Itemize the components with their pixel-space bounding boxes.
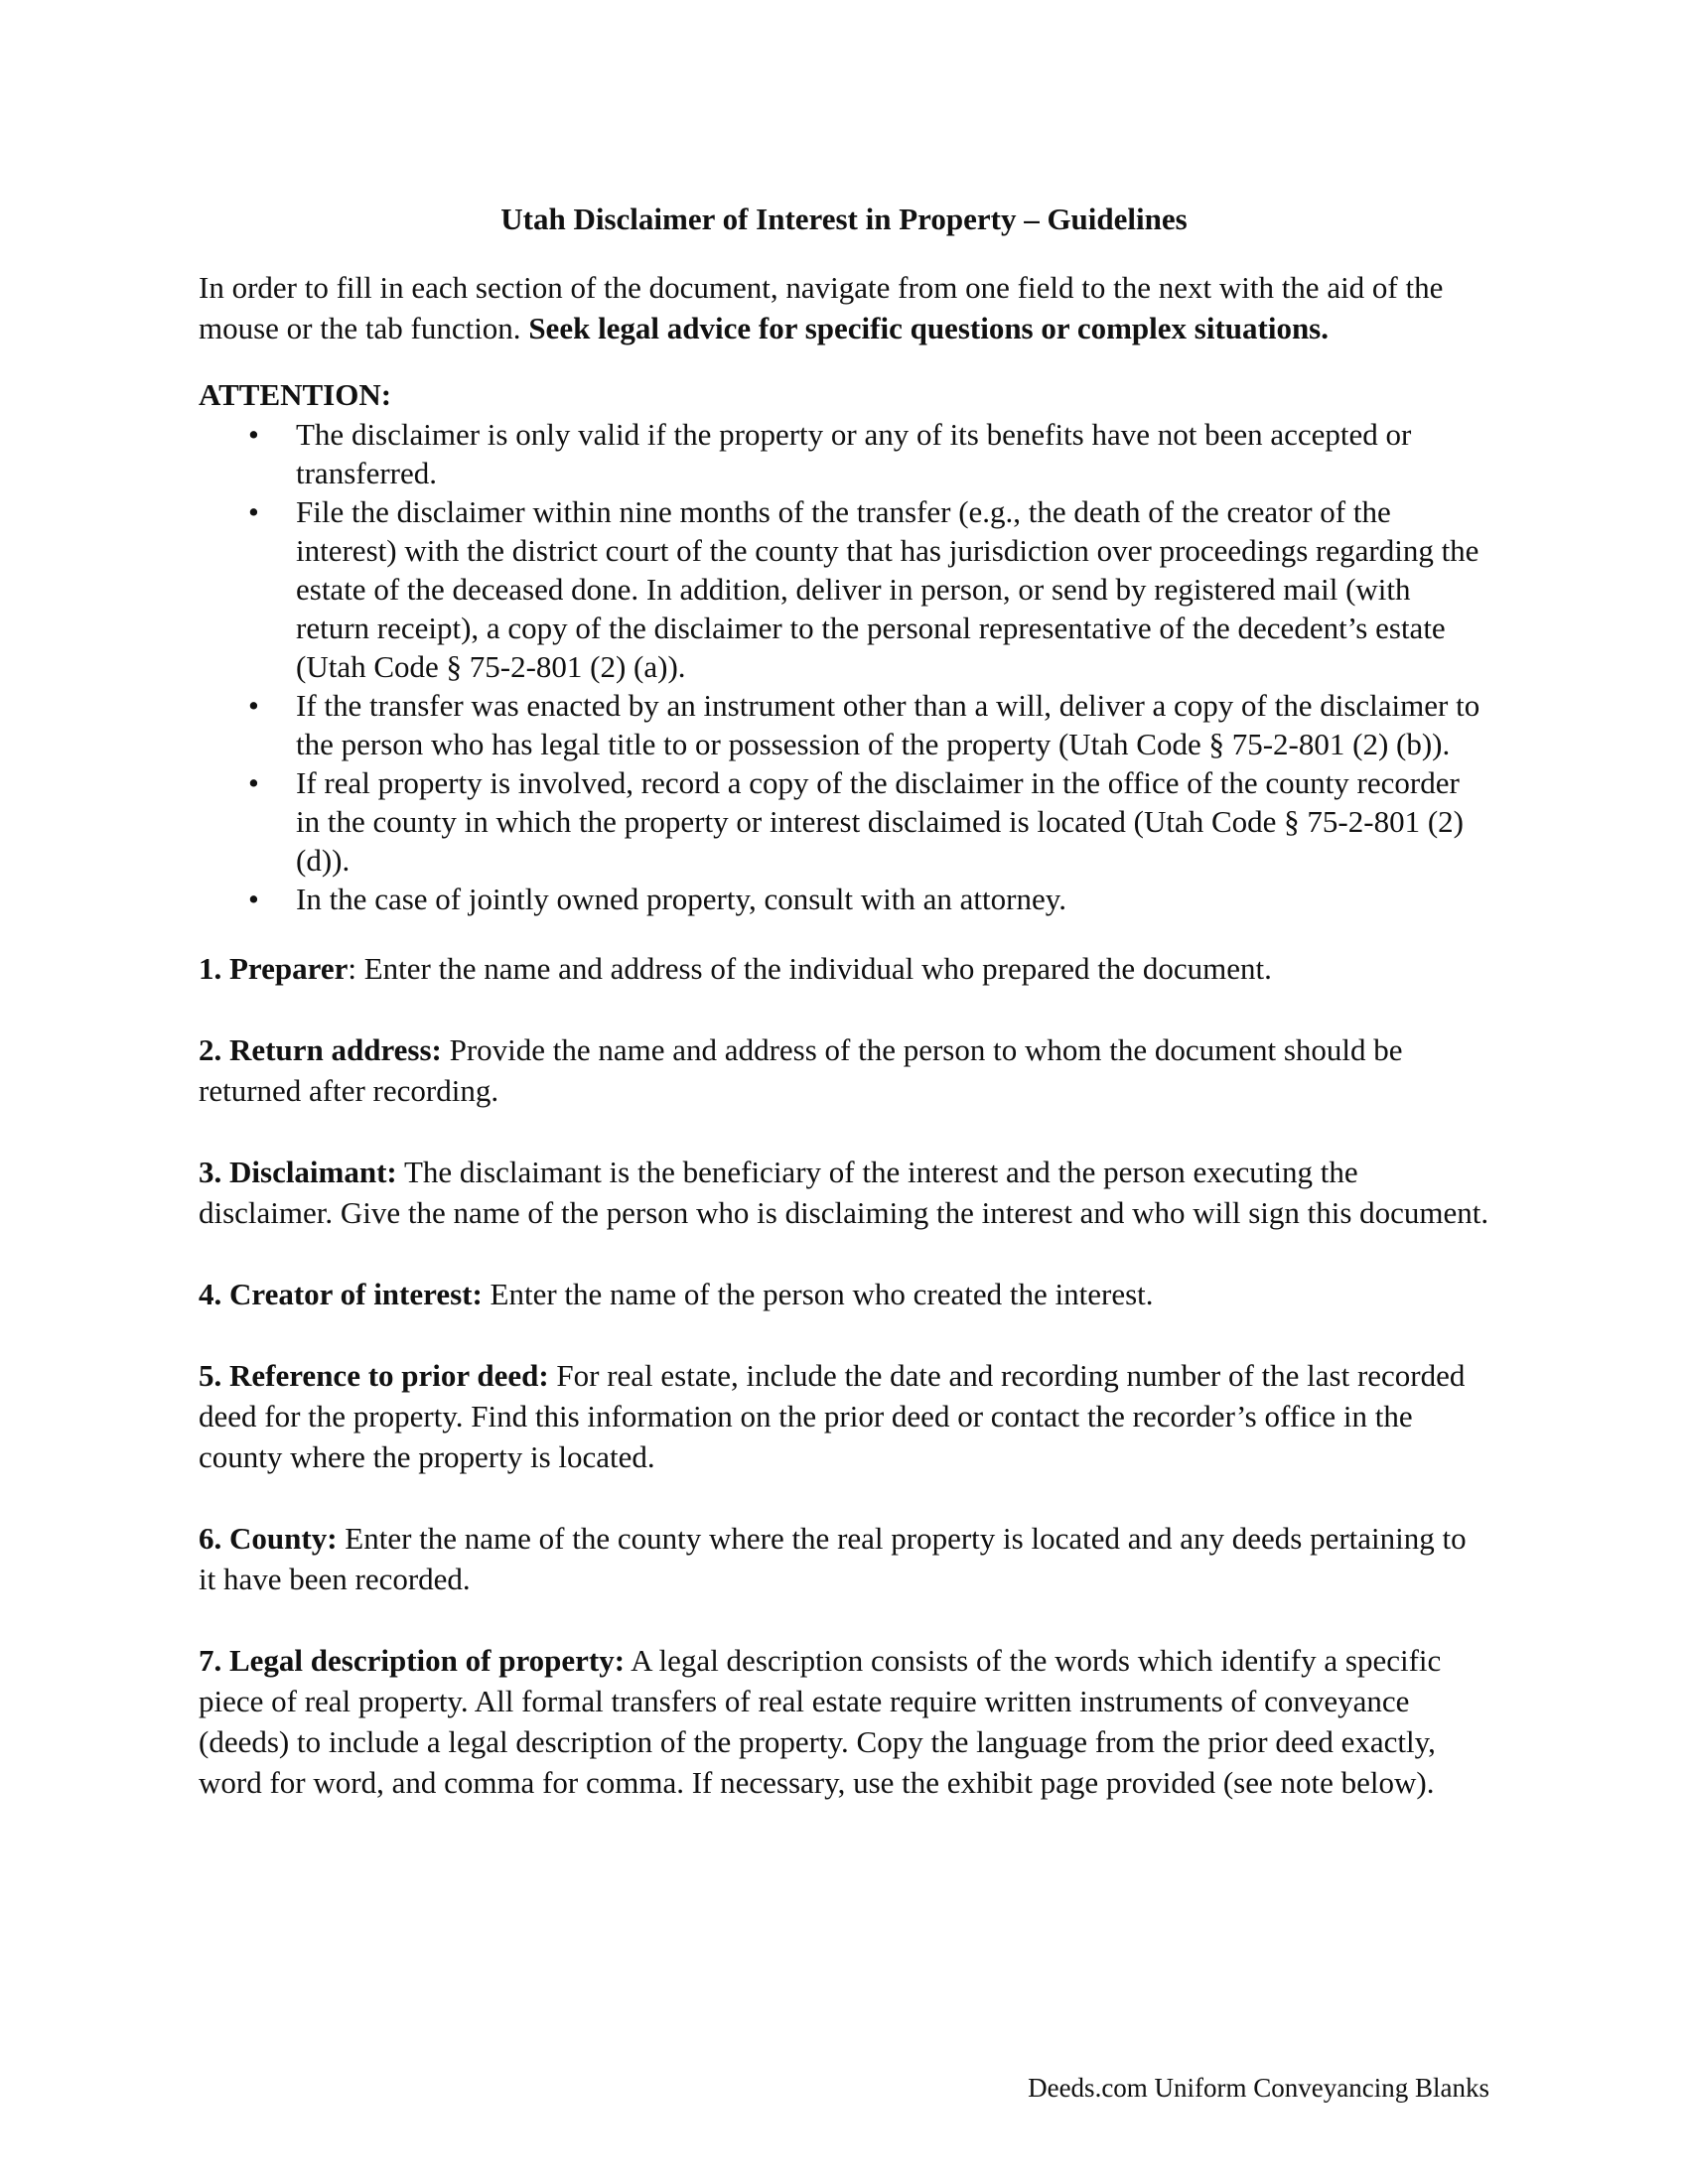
section-text: A legal description consists of the words which identify a specific piece of real property. All formal transfers of real estate require written instruments of conveyance (deeds) to include a legal description of the property. Copy the language from the prior deed exactly, word for word, and comma for comma. If necessary, use the exhibit page provided (see note below). [199, 1643, 1442, 1800]
intro-legal-advice: Seek legal advice for specific questions or complex situations. [528, 311, 1329, 345]
section-heading: 3. Disclaimant: [199, 1155, 397, 1189]
intro-paragraph [199, 267, 1489, 348]
document-title: Utah Disclaimer of Interest in Property – Guidelines [500, 202, 1188, 236]
attention-item [199, 763, 1489, 880]
attention-item [199, 492, 1489, 686]
document-page [199, 199, 1489, 1843]
section-text: The disclaimant is the beneficiary of the interest and the person executing the disclaimer. Give the name of the person who is disclaiming the interest and who will sign this document. [199, 1155, 1489, 1230]
attention-item-text: In the case of jointly owned property, consult with an attorney. [296, 882, 1066, 916]
section-prior-deed [199, 1355, 1489, 1477]
intro-text: In order to fill in each section of the document, navigate from one field to the next with the aid of the mouse or the tab function. [199, 270, 1444, 345]
attention-list [199, 415, 1489, 918]
section-disclaimant [199, 1152, 1489, 1233]
section-heading: 4. Creator of interest: [199, 1277, 483, 1311]
attention-item [199, 880, 1489, 918]
section-preparer [199, 948, 1489, 989]
page-footer: Deeds.com Uniform Conveyancing Blanks [1028, 2073, 1489, 2103]
bullet-icon: • [248, 882, 259, 916]
attention-item-text: The disclaimer is only valid if the property or any of its benefits have not been accepted or transferred. [296, 417, 1412, 490]
section-text: : Enter the name and address of the individual who prepared the document. [348, 951, 1272, 986]
section-text: Provide the name and address of the person to whom the document should be returned after recording. [199, 1032, 1403, 1108]
section-heading: 5. Reference to prior deed: [199, 1358, 549, 1393]
section-heading: 6. County: [199, 1521, 338, 1556]
section-heading: 2. Return address: [199, 1032, 442, 1067]
bullet-icon: • [248, 688, 259, 723]
section-return-address [199, 1029, 1489, 1111]
section-text: Enter the name of the county where the real property is located and any deeds pertaining to it have been recorded. [199, 1521, 1467, 1596]
attention-item [199, 415, 1489, 492]
bullet-icon: • [248, 417, 259, 452]
section-heading: 1. Preparer [199, 951, 349, 986]
attention-item-text: If the transfer was enacted by an instrument other than a will, deliver a copy of the disclaimer to the person who has legal title to or possession of the property (Utah Code § 75-2-801 (2) (b)). [296, 688, 1480, 761]
attention-heading: ATTENTION: [199, 377, 392, 412]
bullet-icon: • [248, 765, 259, 800]
attention-item-text: File the disclaimer within nine months of the transfer (e.g., the death of the creator of the interest) with the district court of the county that has jurisdiction over proceedings regarding the estate of the deceased done. In addition, deliver in person, or send by registered mail (with return receipt), a copy of the disclaimer to the personal representative of the decedent’s estate (Utah Code § 75-2-801 (2) (a)). [296, 494, 1479, 684]
section-text: For real estate, include the date and recording number of the last recorded deed for the property. Find this information on the prior deed or contact the recorder’s office in the county where the property is located. [199, 1358, 1466, 1474]
section-legal-description [199, 1640, 1489, 1803]
section-heading: 7. Legal description of property: [199, 1643, 626, 1678]
section-creator-of-interest [199, 1274, 1489, 1314]
attention-item-text: If real property is involved, record a copy of the disclaimer in the office of the county recorder in the county in which the property or interest disclaimed is located (Utah Code § 75-2-801 (2) (d)). [296, 765, 1464, 878]
section-county [199, 1518, 1489, 1599]
attention-item [199, 686, 1489, 763]
bullet-icon: • [248, 494, 259, 529]
section-text: Enter the name of the person who created the interest. [482, 1277, 1154, 1311]
